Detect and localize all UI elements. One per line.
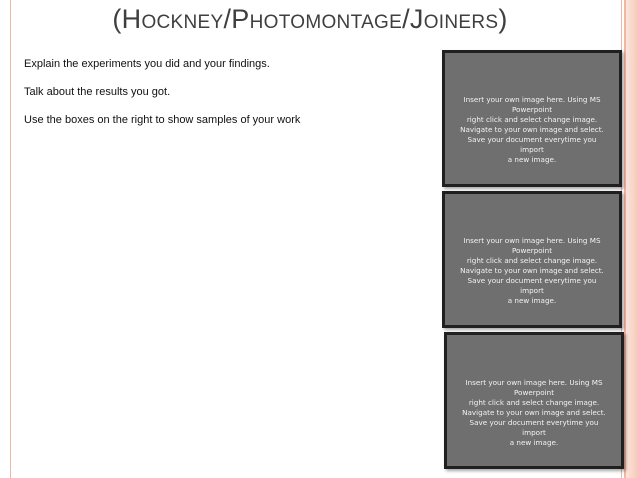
paragraph-experiments: Explain the experiments you did and your findings.: [24, 58, 270, 70]
slide-title[interactable]: (Hockney/Photomontage/Joiners): [112, 4, 508, 34]
image-placeholder-2[interactable]: [442, 191, 622, 328]
placeholder-text: Insert your own image here. Using MS Powerpoint right click and select change image. Navigate to your own image and select. Save your document everytime you import a new image.: [460, 236, 604, 305]
placeholder-text: Insert your own image here. Using MS Powerpoint right click and select change image. Navigate to your own image and select. Save your document everytime you import a new image.: [462, 378, 606, 447]
image-placeholder-3[interactable]: [444, 332, 624, 469]
paragraph-results: Talk about the results you got.: [24, 86, 171, 98]
image-placeholder-1[interactable]: [442, 50, 622, 187]
right-accent-band: [626, 0, 638, 478]
paragraph-samples: Use the boxes on the right to show samples of your work: [24, 114, 301, 126]
placeholder-text: Insert your own image here. Using MS Powerpoint right click and select change image. Navigate to your own image and select. Save your document everytime you import a new image.: [460, 95, 604, 164]
body-text-box[interactable]: [24, 58, 424, 142]
